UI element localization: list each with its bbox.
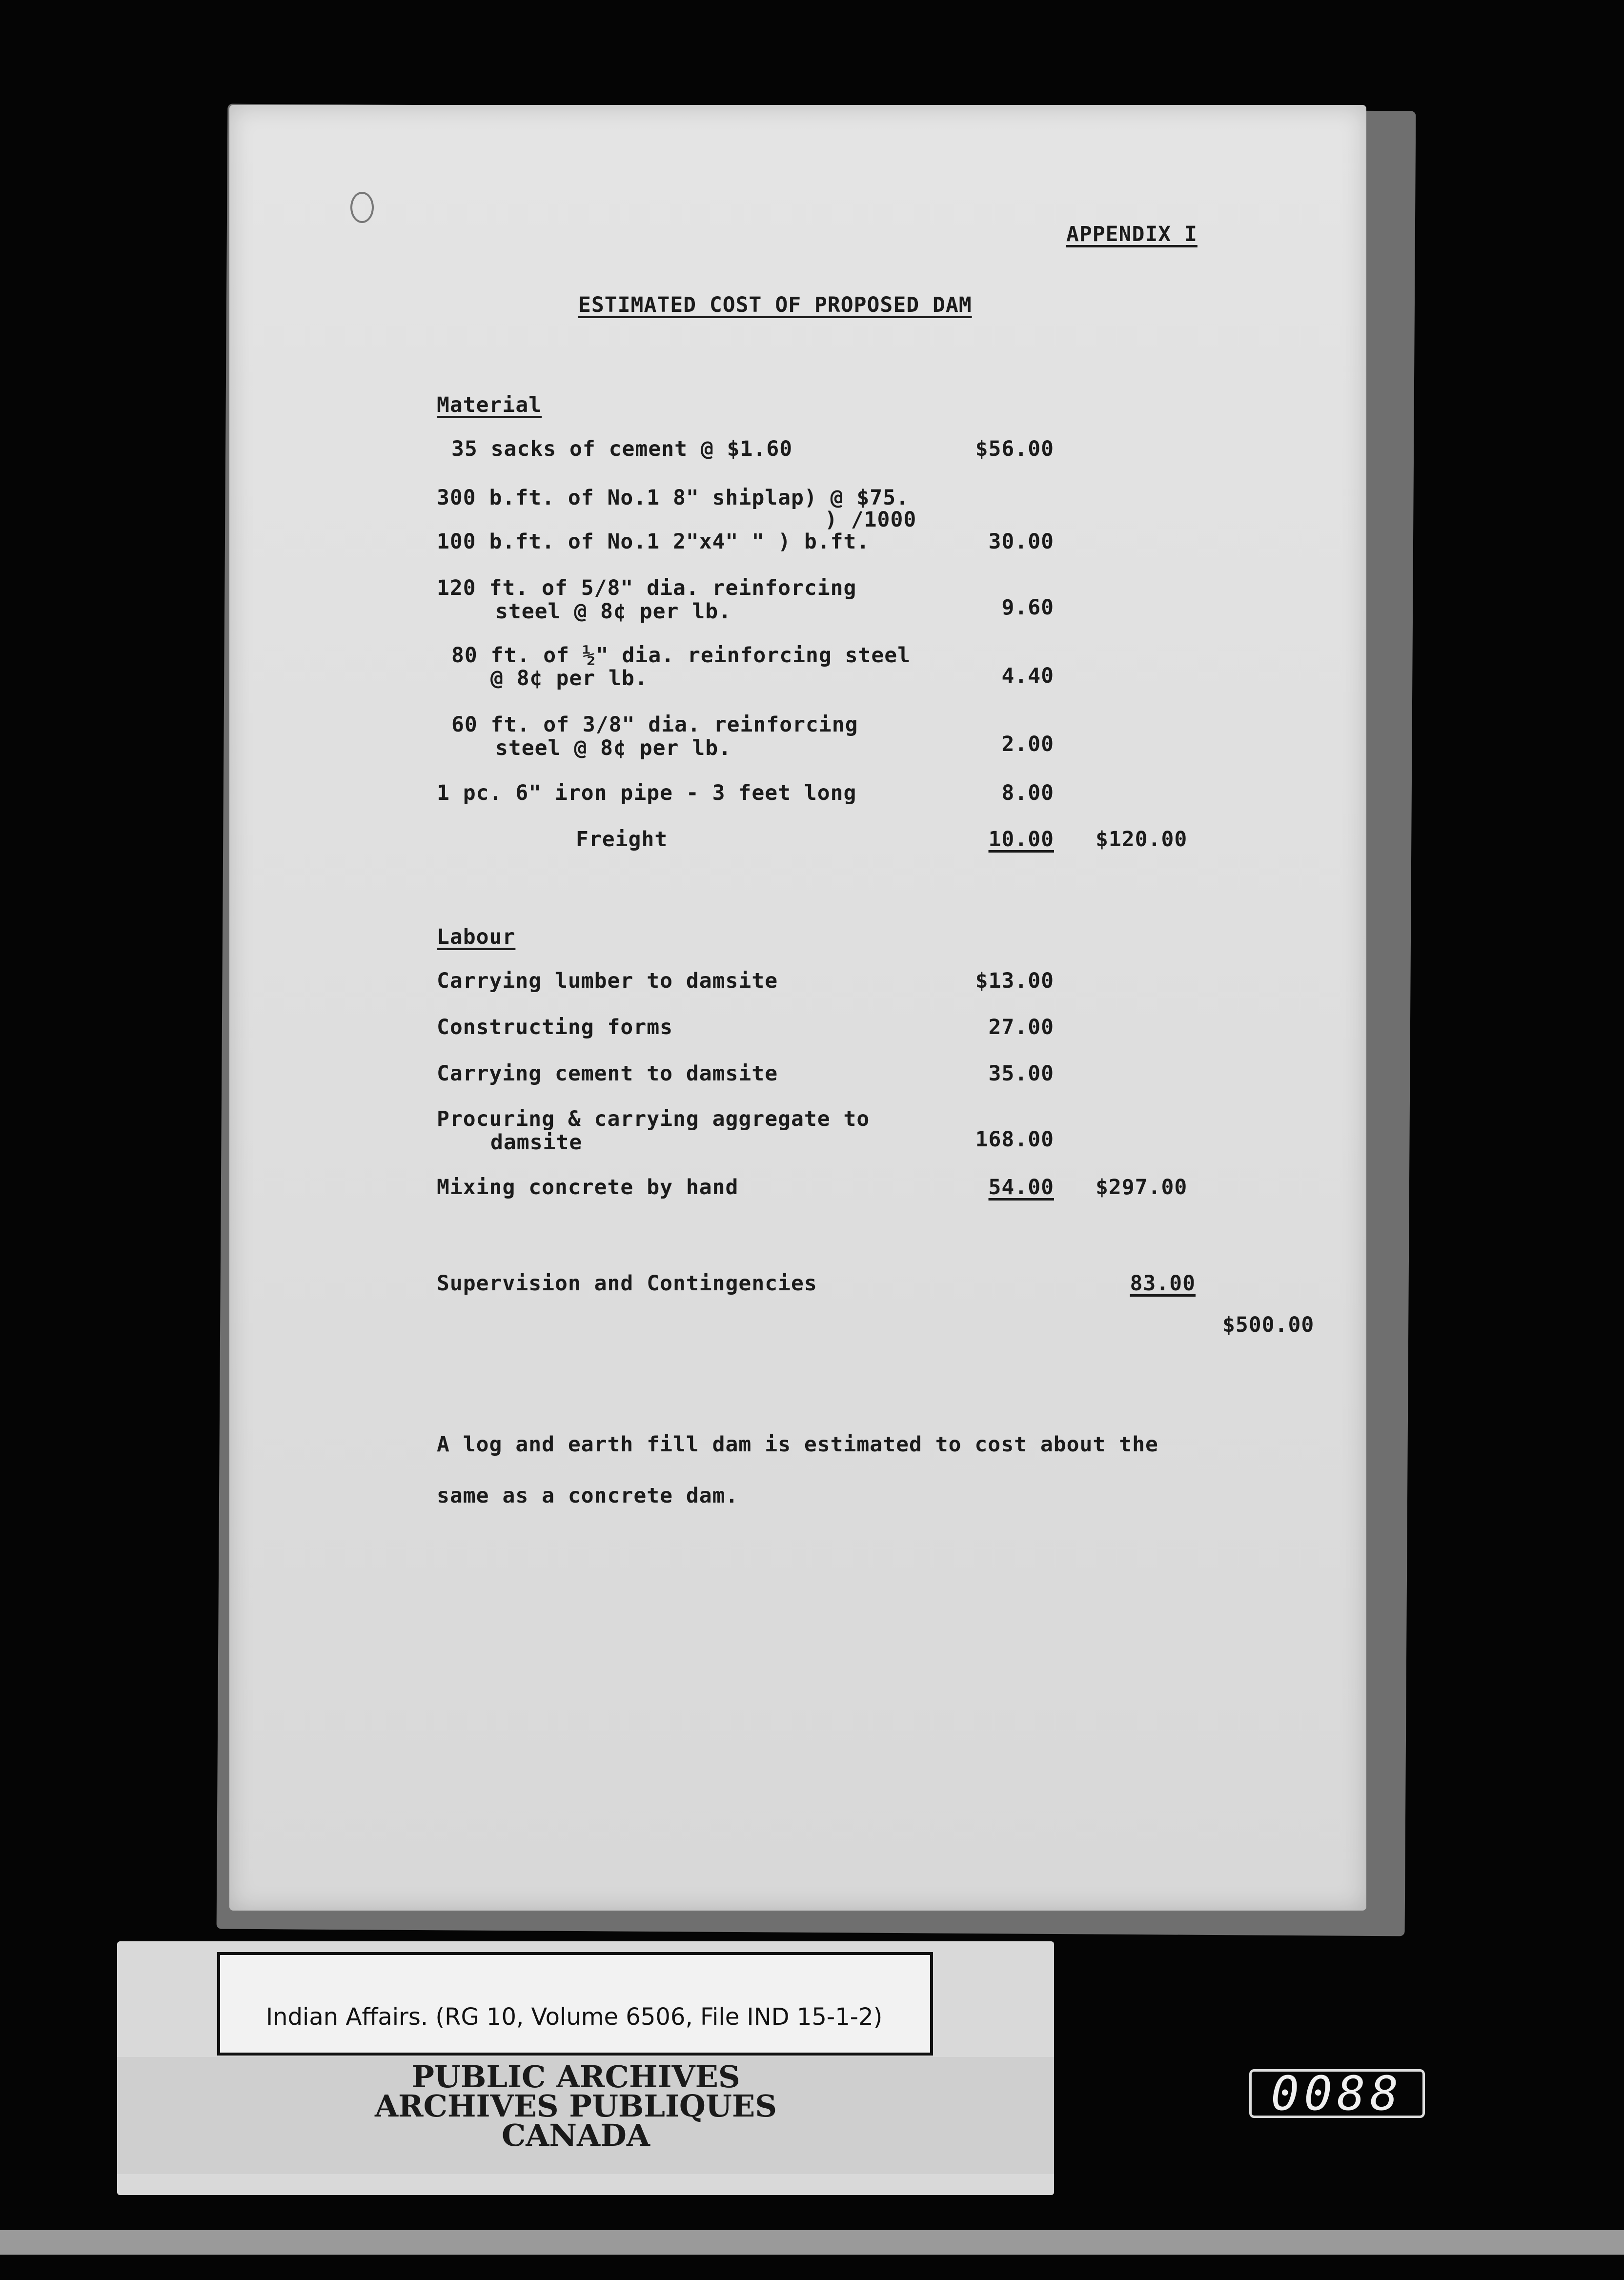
material-item-steel-12: 80 ft. of ½" dia. reinforcing steel xyxy=(451,643,911,668)
labour-heading: Labour xyxy=(437,925,516,949)
material-amount-steel-12: 4.40 xyxy=(1001,664,1054,688)
film-edge xyxy=(0,2230,1624,2255)
archive-reference: Indian Affairs. (RG 10, Volume 6506, File IND 15-1-2) xyxy=(266,2003,883,2031)
material-item-lumber: 100 b.ft. of No.1 2"x4" " ) b.ft. xyxy=(437,529,870,554)
archive-country: CANADA xyxy=(501,2117,650,2153)
material-item-steel-58: 120 ft. of 5/8" dia. reinforcing xyxy=(437,576,857,600)
material-amount-pipe: 8.00 xyxy=(1001,781,1054,805)
archive-name-en: PUBLIC ARCHIVES xyxy=(411,2059,740,2095)
material-subtotal: $120.00 xyxy=(1096,827,1188,852)
labour-item-aggregate: Procuring & carrying aggregate to xyxy=(437,1107,870,1131)
punch-hole xyxy=(350,192,374,223)
labour-item-lumber: Carrying lumber to damsite xyxy=(437,969,778,993)
material-item-cement: 35 sacks of cement @ $1.60 xyxy=(451,437,793,461)
material-item-steel-58-rate: steel @ 8¢ per lb. xyxy=(495,599,731,624)
labour-amount-aggregate: 168.00 xyxy=(975,1127,1054,1152)
supervision-label: Supervision and Contingencies xyxy=(437,1271,817,1296)
material-item-pipe: 1 pc. 6" iron pipe - 3 feet long xyxy=(437,781,857,805)
labour-subtotal: $297.00 xyxy=(1096,1175,1188,1200)
material-amount-steel-58: 9.60 xyxy=(1001,595,1054,620)
labour-item-aggregate-cont: damsite xyxy=(490,1130,583,1155)
labour-item-mixing: Mixing concrete by hand xyxy=(437,1175,739,1200)
material-amount-freight: 10.00 xyxy=(988,827,1054,852)
document-title: ESTIMATED COST OF PROPOSED DAM xyxy=(578,293,972,317)
note-line-2: same as a concrete dam. xyxy=(437,1484,739,1508)
note-line-1: A log and earth fill dam is estimated to cost about the xyxy=(437,1432,1158,1457)
material-heading: Material xyxy=(437,393,542,417)
archive-name-fr: ARCHIVES PUBLIQUES xyxy=(374,2088,777,2124)
material-item-steel-38-rate: steel @ 8¢ per lb. xyxy=(495,736,731,760)
material-item-steel-12-rate: @ 8¢ per lb. xyxy=(490,666,648,691)
labour-amount-mixing: 54.00 xyxy=(988,1175,1054,1200)
supervision-amount: 83.00 xyxy=(1130,1271,1196,1296)
labour-item-forms: Constructing forms xyxy=(437,1015,673,1039)
labour-amount-lumber: $13.00 xyxy=(975,969,1054,993)
material-amount-steel-38: 2.00 xyxy=(1001,732,1054,756)
document-page xyxy=(229,105,1366,1911)
material-item-steel-38: 60 ft. of 3/8" dia. reinforcing xyxy=(451,712,858,737)
labour-amount-cement: 35.00 xyxy=(988,1061,1054,1086)
material-amount-cement: $56.00 xyxy=(975,437,1054,461)
material-item-freight: Freight xyxy=(576,827,668,852)
material-item-shiplap: 300 b.ft. of No.1 8" shiplap) @ $75. xyxy=(437,486,909,510)
material-item-lumber-rate: ) /1000 xyxy=(825,508,917,532)
labour-amount-forms: 27.00 xyxy=(988,1015,1054,1039)
material-amount-lumber: 30.00 xyxy=(988,529,1054,554)
labour-item-cement: Carrying cement to damsite xyxy=(437,1061,778,1086)
appendix-label: APPENDIX I xyxy=(1066,222,1198,246)
grand-total: $500.00 xyxy=(1222,1313,1315,1337)
frame-number: 0088 xyxy=(1249,2069,1425,2118)
